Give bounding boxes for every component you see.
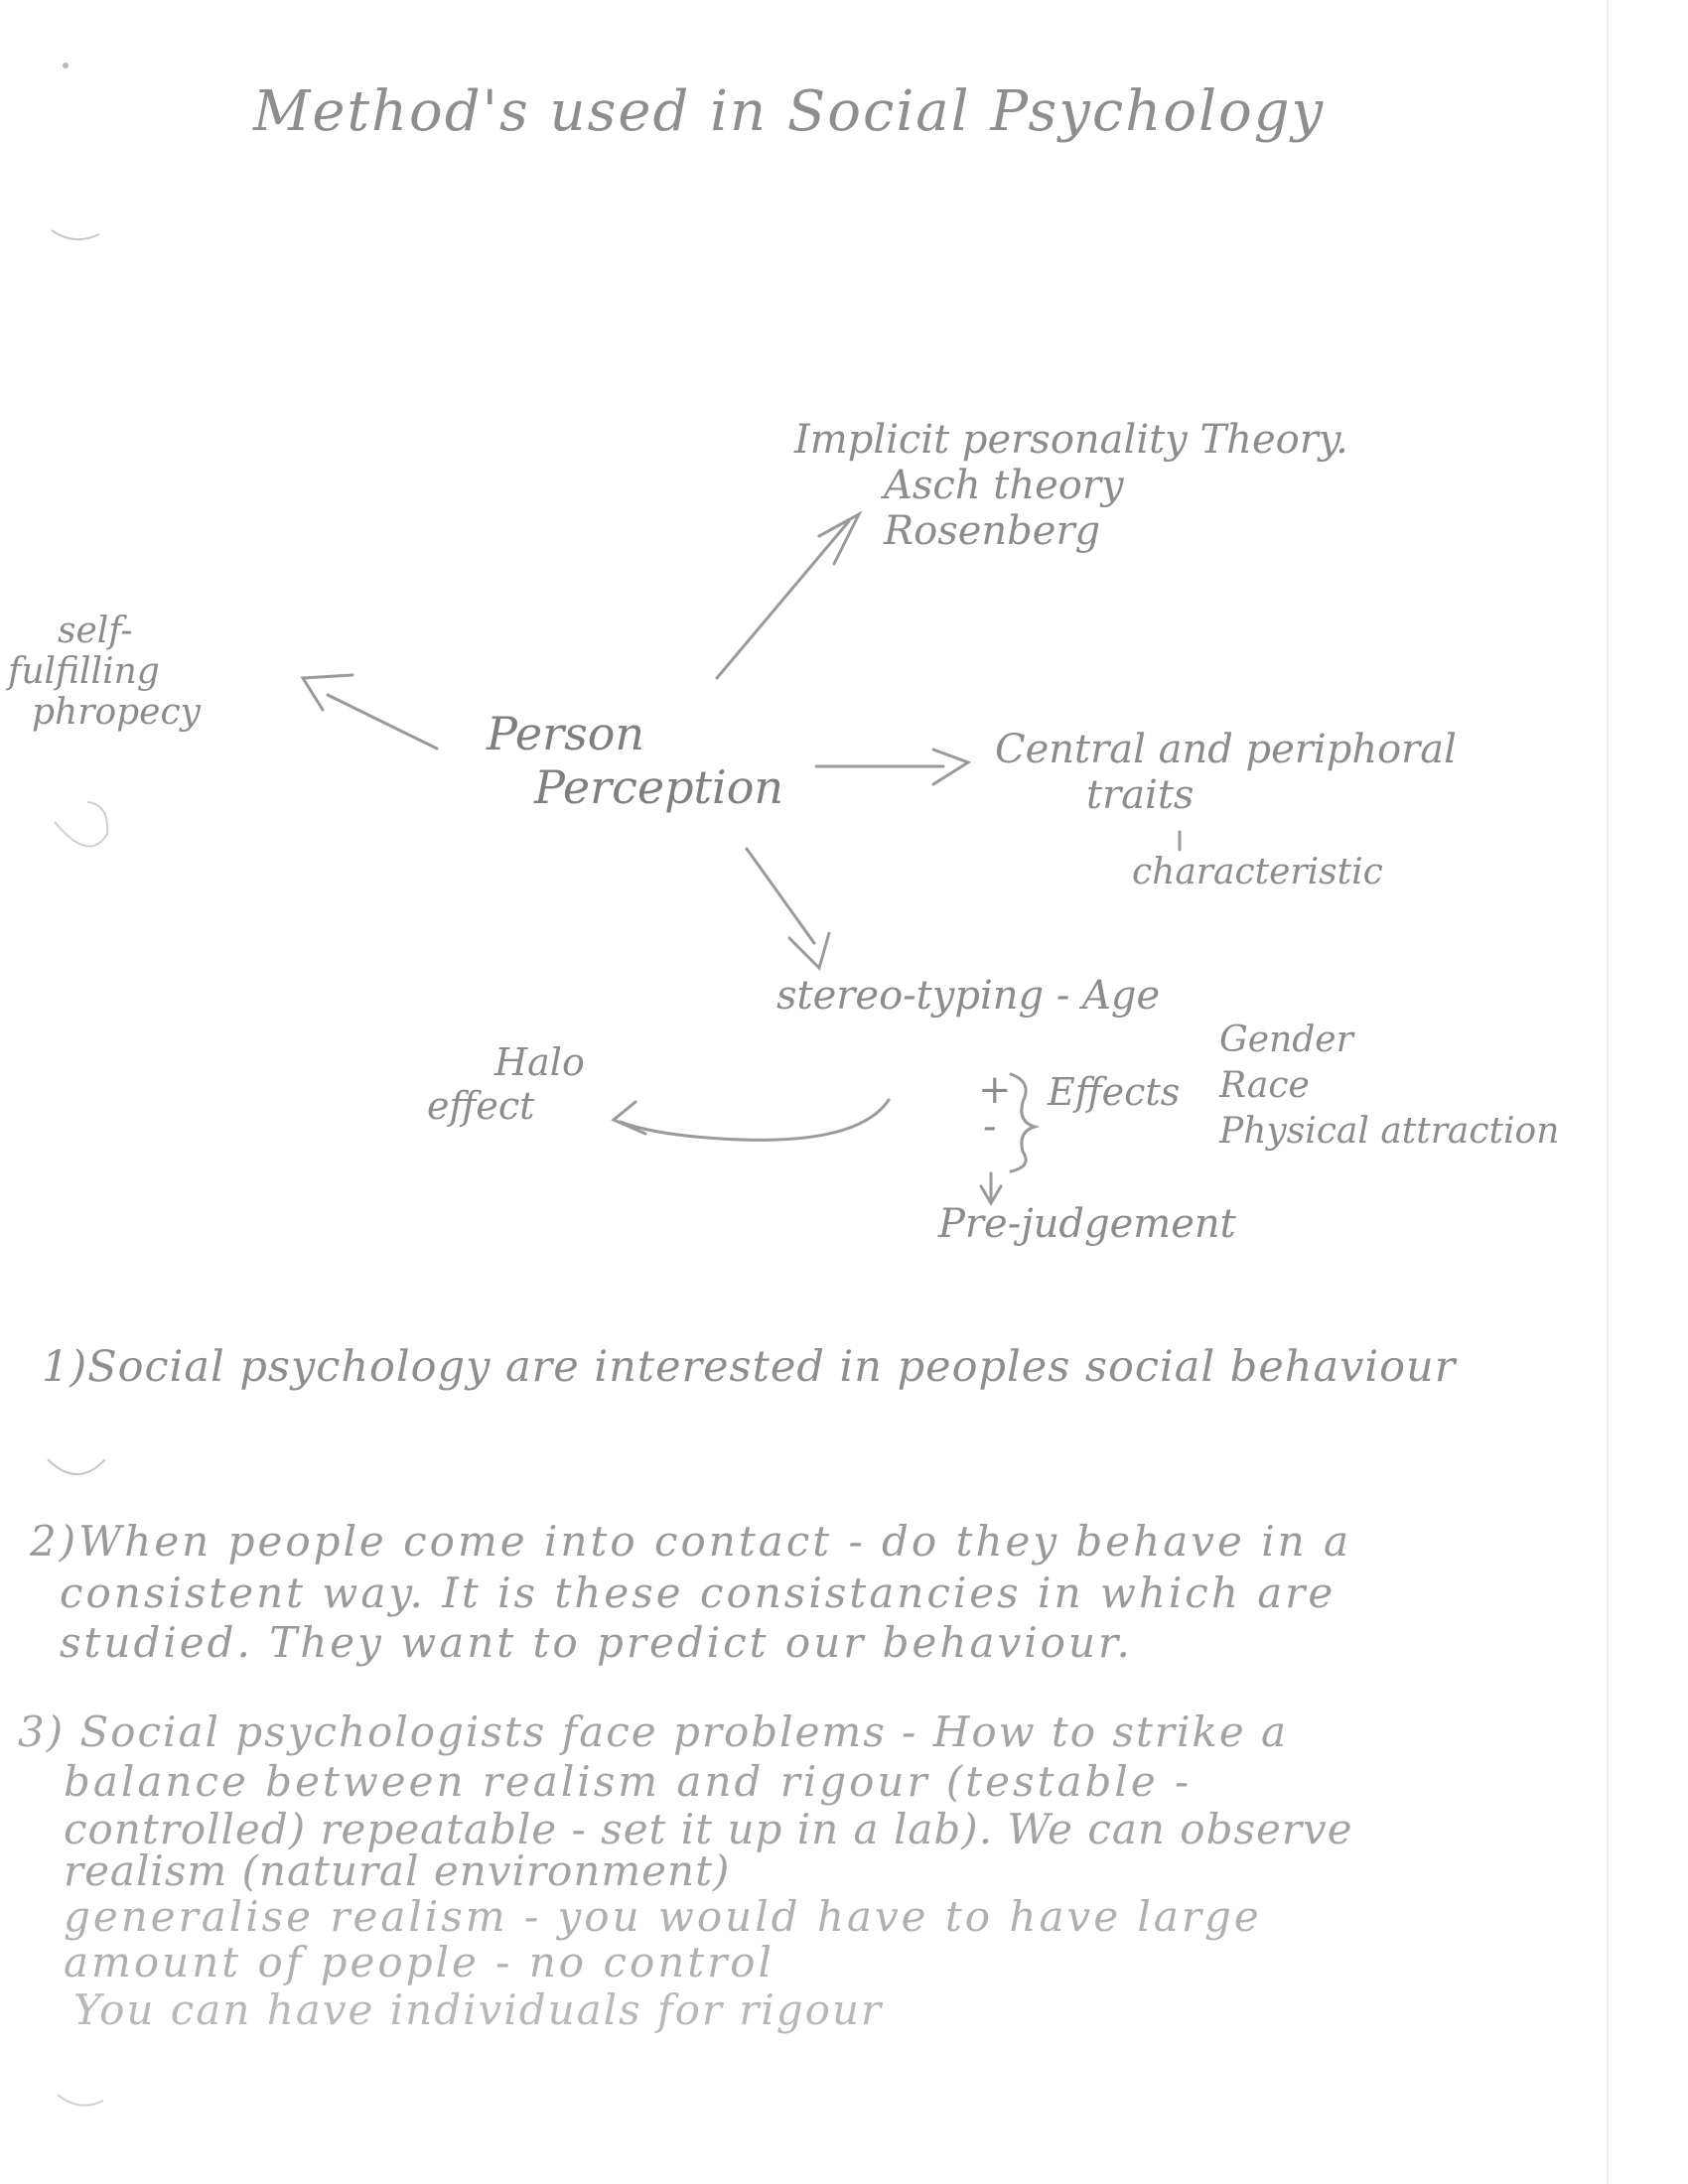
- central-line-2: traits: [1086, 772, 1195, 818]
- halo-line-1: Halo: [494, 1040, 585, 1084]
- paragraph-line: controlled) repeatable - set it up in a lab). We can observe: [64, 1805, 1353, 1853]
- center-node: [487, 707, 783, 814]
- paragraph-line: 3) Social psychologists face problems - How to strike a: [18, 1707, 1289, 1756]
- arrow-to-selffulfilling: [328, 695, 437, 749]
- paragraph-line: consistent way. It is these consistancies in which are: [60, 1569, 1336, 1617]
- node-prejudgement: Pre-judgement: [938, 1201, 1236, 1247]
- node-halo-effect: [427, 1040, 585, 1128]
- arrow-to-halo: [621, 1100, 889, 1140]
- node-stereotyping: stereo-typing - Age: [776, 973, 1161, 1019]
- paragraph-line: studied. They want to predict our behaviour.: [60, 1618, 1133, 1667]
- self-line-2: fulfilling: [8, 651, 160, 692]
- list-item: Gender: [1219, 1020, 1353, 1060]
- self-line-3: phropecy: [32, 692, 201, 733]
- node-implicit-theory: [794, 417, 1348, 554]
- effects-label: Effects: [1048, 1070, 1181, 1114]
- list-item: Physical attraction: [1219, 1111, 1560, 1152]
- center-line-2: Perception: [534, 760, 784, 814]
- implicit-line-3: Rosenberg: [884, 508, 1101, 554]
- implicit-line-1: Implicit personality Theory.: [794, 417, 1348, 463]
- plus-sign: +: [978, 1067, 1012, 1113]
- minus-sign: -: [983, 1104, 997, 1150]
- node-central-traits: [995, 727, 1457, 818]
- node-self-fulfilling: [8, 611, 201, 733]
- center-line-1: Person: [487, 707, 645, 760]
- central-line-1: Central and periphoral: [995, 727, 1457, 772]
- paragraph-line: realism (natural environment): [64, 1846, 731, 1895]
- paragraph-line: 2)When people come into contact - do they behave in a: [30, 1517, 1352, 1566]
- self-line-1: self-: [58, 611, 133, 651]
- paragraph-line: balance between realism and rigour (testable -: [64, 1757, 1193, 1806]
- paragraph-line: 1)Social psychology are interested in peoples social behaviour: [42, 1342, 1457, 1392]
- paragraph-line: You can have individuals for rigour: [73, 1985, 884, 2034]
- page-title: Method's used in Social Psychology: [253, 79, 1326, 144]
- stereotype-list: [1219, 1018, 1559, 1155]
- implicit-line-2: Asch theory: [884, 463, 1124, 508]
- halo-line-2: effect: [427, 1084, 535, 1128]
- arrow-to-stereotyping: [747, 849, 814, 943]
- effects-brace: [1011, 1074, 1035, 1171]
- list-item: Race: [1219, 1065, 1310, 1106]
- node-characteristic: characteristic: [1132, 852, 1383, 892]
- paragraph-line: generalise realism - you would have to have large: [64, 1892, 1262, 1941]
- paragraph-line: amount of people - no control: [64, 1938, 774, 1986]
